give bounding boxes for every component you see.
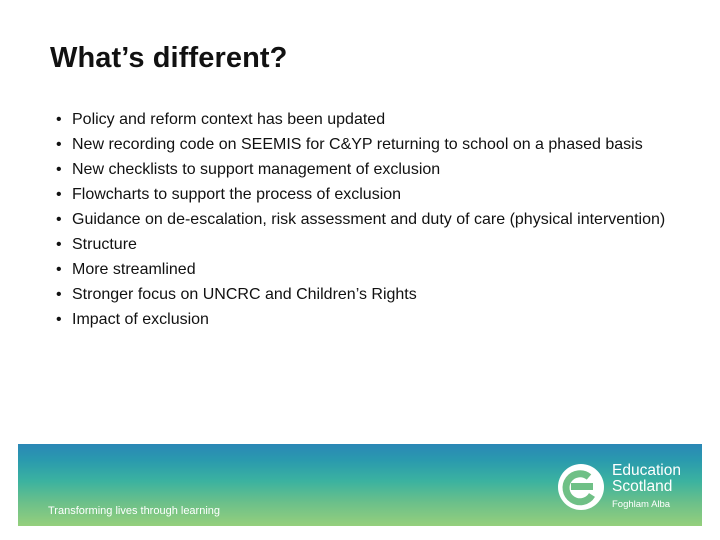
bullet-text: New checklists to support management of exclusion: [72, 161, 441, 178]
bullet-item: [50, 134, 690, 155]
bullet-text: Policy and reform context has been updated: [72, 111, 386, 128]
footer-tagline: Transforming lives through learning: [48, 505, 221, 517]
bullet-item: [50, 109, 690, 130]
bullet-item: [50, 284, 690, 305]
bullet-item: [50, 159, 690, 180]
logo-gaelic-name: Foghlam Alba: [612, 499, 671, 510]
bullet-dot-icon: •: [56, 186, 62, 203]
bullet-text: Impact of exclusion: [72, 311, 209, 328]
bullet-dot-icon: •: [56, 286, 62, 303]
bullet-dot-icon: •: [56, 311, 62, 328]
bullet-item: [50, 209, 690, 230]
logo-name: [612, 463, 681, 495]
bullet-dot-icon: •: [56, 211, 62, 228]
education-scotland-e-icon: [556, 462, 606, 512]
bullet-dot-icon: •: [56, 261, 62, 278]
slide-title: What’s different?: [50, 42, 288, 74]
bullet-dot-icon: •: [56, 111, 62, 128]
bullet-text: Stronger focus on UNCRC and Children’s Rights: [72, 286, 417, 303]
bullet-item: [50, 234, 690, 255]
bullet-text: More streamlined: [72, 261, 196, 278]
logo-name-line2: Scotland: [612, 478, 673, 495]
bullet-item: [50, 184, 690, 205]
logo-name-line1: Education: [612, 462, 681, 479]
education-scotland-logo: [556, 460, 696, 516]
bullet-text: Guidance on de-escalation, risk assessment and duty of care (physical intervention): [72, 211, 666, 228]
bullet-item: [50, 309, 690, 330]
bullet-text: Structure: [72, 236, 137, 253]
bullet-text: Flowcharts to support the process of exclusion: [72, 186, 402, 203]
footer-band: [18, 444, 702, 526]
bullet-list: [50, 109, 690, 334]
bullet-item: [50, 259, 690, 280]
bullet-dot-icon: •: [56, 161, 62, 178]
bullet-dot-icon: •: [56, 236, 62, 253]
bullet-text: New recording code on SEEMIS for C&YP returning to school on a phased basis: [72, 136, 643, 153]
bullet-dot-icon: •: [56, 136, 62, 153]
